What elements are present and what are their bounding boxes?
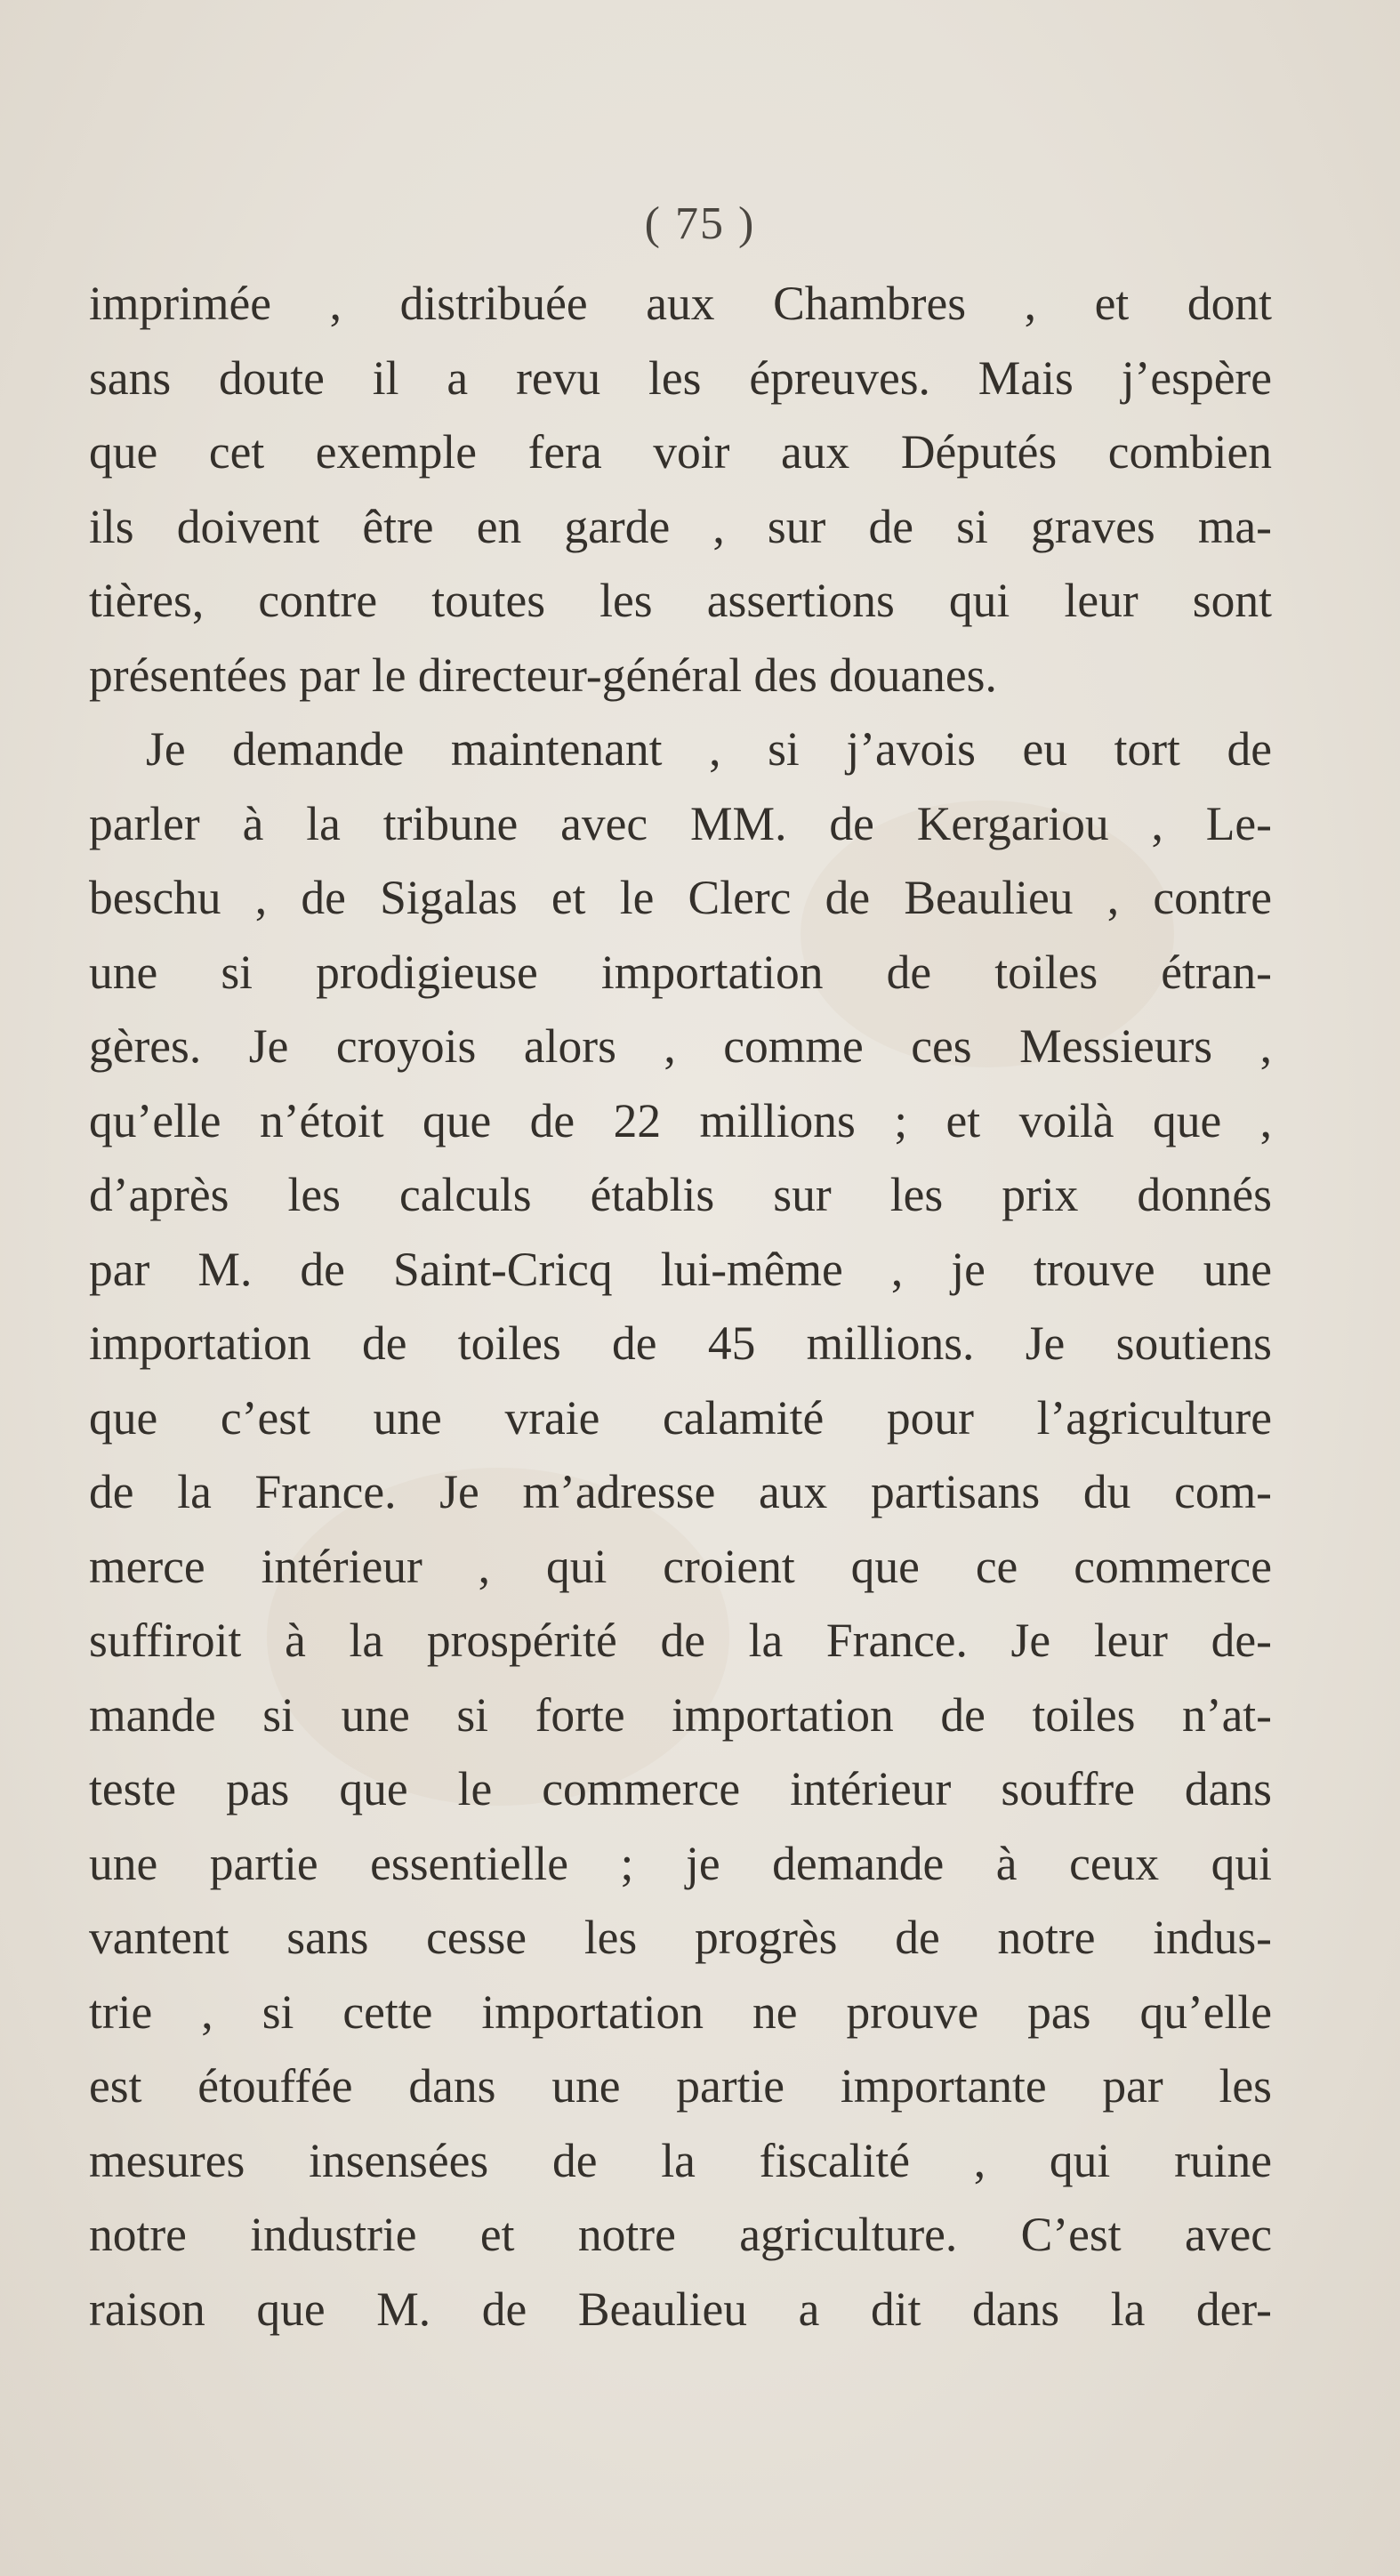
text-line: vantent sans cesse les progrès de notre indus- [89,1911,1272,1964]
body-text [89,267,1272,2347]
text-line: de la France. Je m’adresse aux partisans du com- [89,1465,1272,1518]
text-line: sans doute il a revu les épreuves. Mais j’espère [89,350,1272,405]
text-line: notre industrie et notre agriculture. C’est avec [89,2208,1272,2261]
text-line: présentées par le directeur-général des douanes. [89,648,997,702]
text-line: par M. de Saint-Cricq lui-même , je trouve une [89,1242,1272,1296]
text-line: une si prodigieuse importation de toiles étran- [89,945,1272,999]
text-line: trie , si cette importation ne prouve pas qu’elle [89,1984,1272,2039]
text-line: une partie essentielle ; je demande à ceux qui [89,1836,1272,1890]
text-line: Je demande maintenant , si j’avois eu tort de [146,722,1272,776]
text-line: raison que M. de Beaulieu a dit dans la der- [89,2282,1272,2336]
text-line: beschu , de Sigalas et le Clerc de Beaulieu , contre [89,871,1272,924]
text-line: ils doivent être en garde , sur de si graves ma- [89,499,1272,553]
text-line: merce intérieur , qui croient que ce commerce [89,1539,1272,1593]
text-line: que c’est une vraie calamité pour l’agriculture [89,1390,1272,1445]
text-line: qu’elle n’étoit que de 22 millions ; et voilà que , [89,1093,1272,1147]
page-number: ( 75 ) [644,198,756,249]
text-line: suffiroit à la prospérité de la France. Je leur de- [89,1614,1272,1667]
text-line: gères. Je croyois alors , comme ces Messieurs , [89,1019,1272,1073]
text-line: est étouffée dans une partie importante par les [89,2059,1272,2113]
text-line: d’après les calculs établis sur les prix donnés [89,1168,1272,1221]
text-line: mande si une si forte importation de toiles n’at- [89,1687,1272,1742]
text-line: mesures insensées de la fiscalité , qui ruine [89,2133,1272,2187]
text-line: tières, contre toutes les assertions qui leur sont [89,574,1272,627]
text-line: parler à la tribune avec MM. de Kergariou , Le- [89,796,1272,850]
text-line: teste pas que le commerce intérieur souffre dans [89,1762,1272,1815]
text-line: importation de toiles de 45 millions. Je soutiens [89,1316,1272,1370]
text-line: imprimée , distribuée aux Chambres , et dont [89,277,1272,330]
text-line: que cet exemple fera voir aux Députés combien [89,425,1272,479]
